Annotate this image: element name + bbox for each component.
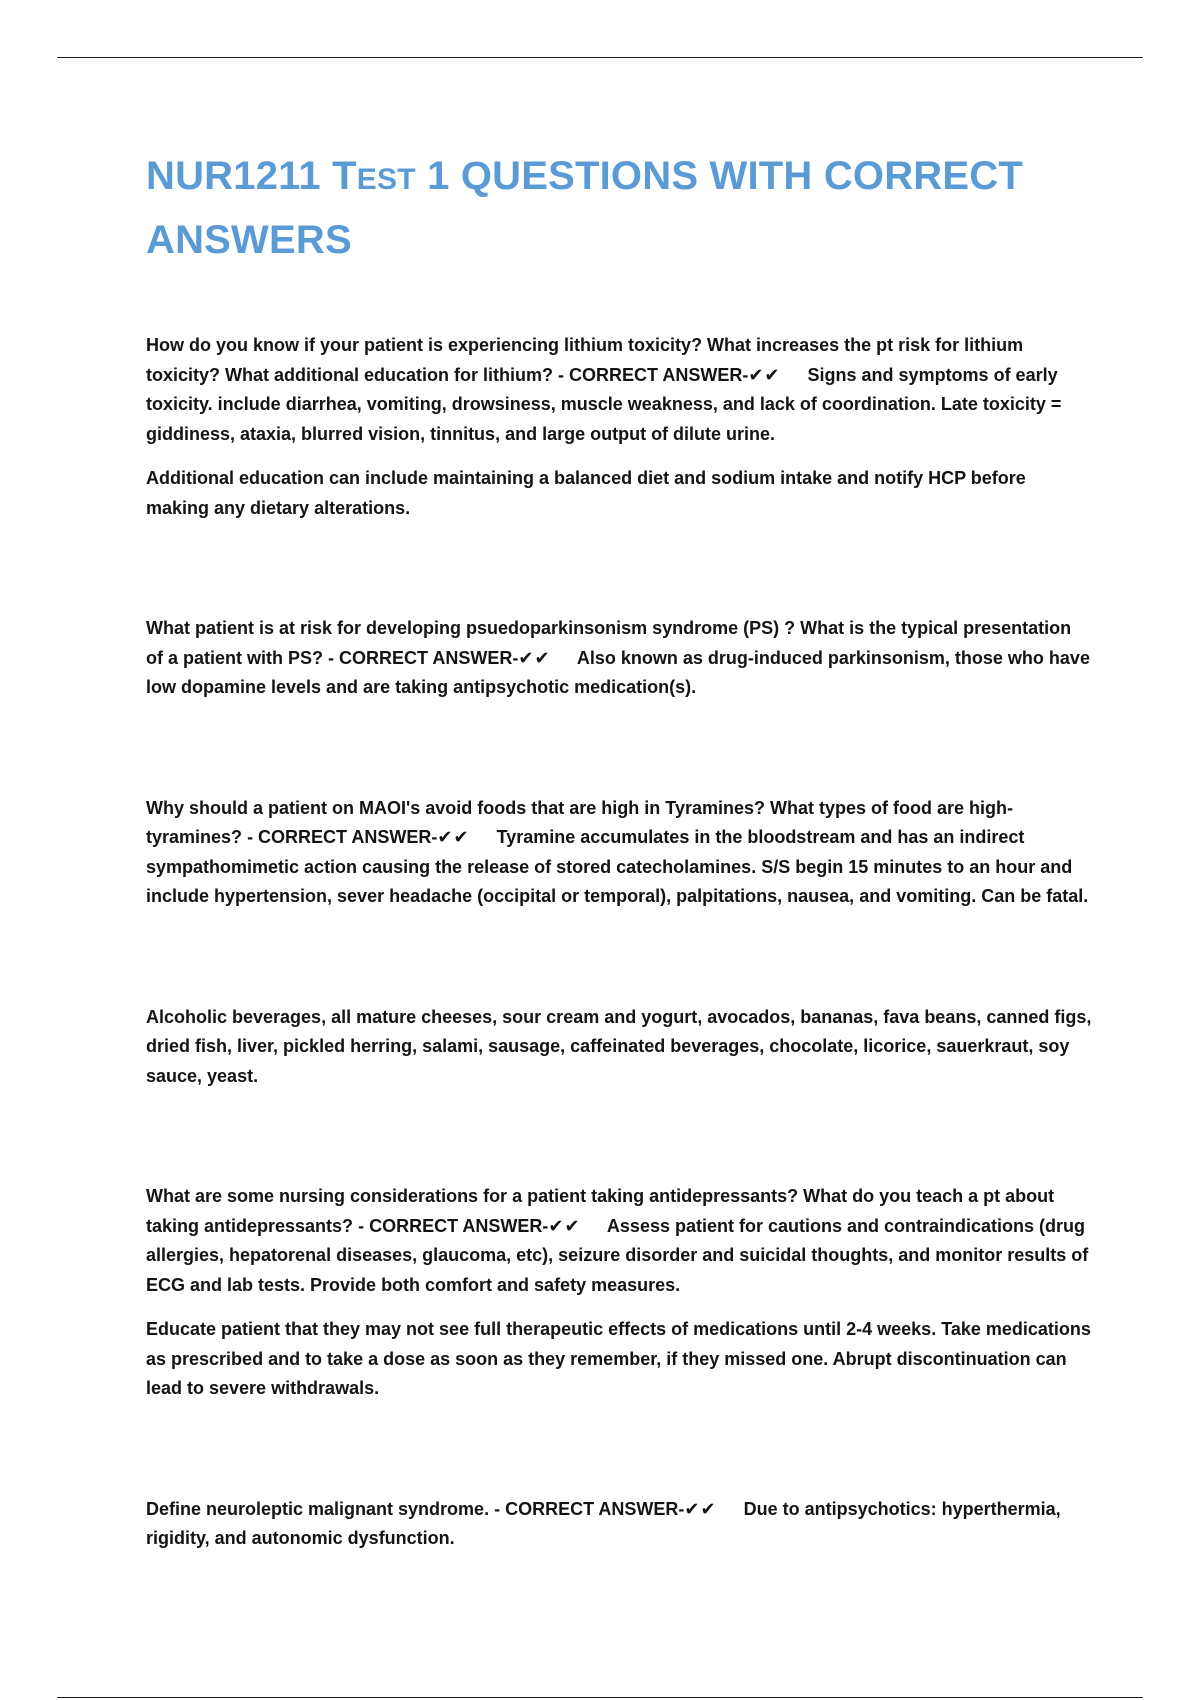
checkmark-icon: ✔✔ <box>437 827 470 847</box>
question-text: Define neuroleptic malignant syndrome. <box>146 1498 490 1519</box>
answer-text: Signs and symptoms of early toxicity. include diarrhea, vomiting, drowsiness, muscle weakness, and lack of coordination. Late toxicity = giddiness, ataxia, blurred vision, tinnitus, and large output of dilute urine. <box>146 364 1062 444</box>
answer-extra: Additional education can include maintaining a balanced diet and sodium intake and notify HCP before making any dietary alterations. <box>146 468 1026 518</box>
question-text: What patient is at risk for developing psuedoparkinsonism syndrome (PS) ? What is the typical presentation of a patient with PS? <box>146 618 1072 668</box>
qa-item <box>146 331 1092 523</box>
title-part-2: 1 QUESTIONS WITH CORRECT ANSWERS <box>146 154 1023 262</box>
question-text: Why should a patient on MAOI's avoid foods that are high in Tyramines? What types of food are high-tyramines? <box>146 797 1013 847</box>
qa-paragraph <box>146 614 1092 703</box>
qa-paragraph <box>146 1182 1092 1300</box>
answer-label: - CORRECT ANSWER- <box>494 1498 685 1519</box>
title-part-1: NUR1211 T <box>146 154 357 198</box>
bottom-rule <box>57 1697 1143 1698</box>
answer-extra: Educate patient that they may not see full therapeutic effects of medications until 2-4 weeks. Take medications as prescribed and to take a dose as soon as they remember, if they missed one. Abrupt discontinuation can lead to severe withdrawals. <box>146 1319 1091 1398</box>
qa-paragraph <box>146 794 1092 912</box>
question-text: What are some nursing considerations for a patient taking antidepressants? What do you teach a pt about taking antidepressants? <box>146 1186 1055 1236</box>
top-rule <box>57 57 1143 58</box>
answer-text: Assess patient for cautions and contraindications (drug allergies, hepatorenal diseases, glaucoma, etc), seizure disorder and suicidal thoughts, and monitor results of ECG and lab tests. Provide both comfort and safety measures. <box>146 1215 1089 1295</box>
qa-item <box>146 1182 1092 1404</box>
answer-label: - CORRECT ANSWER- <box>247 827 438 847</box>
checkmark-icon: ✔✔ <box>548 1215 581 1236</box>
qa-item <box>146 1495 1092 1554</box>
checkmark-icon: ✔✔ <box>748 364 781 385</box>
answer-label: - CORRECT ANSWER- <box>358 1215 549 1236</box>
qa-paragraph <box>146 331 1092 449</box>
qa-item <box>146 1003 1092 1092</box>
question-text: How do you know if your patient is experiencing lithium toxicity? What increases the pt risk for lithium toxicity? What additional education for lithium? <box>146 335 1024 385</box>
answer-text: Due to antipsychotics: hyperthermia, rigidity, and autonomic dysfunction. <box>146 1498 1061 1548</box>
food-list-paragraph: Alcoholic beverages, all mature cheeses, sour cream and yogurt, avocados, bananas, fava beans, canned figs, dried fish, liver, pickled herring, salami, sausage, caffeinated beverages, chocolate, licorice, sauerkraut, soy sauce, yeast. <box>146 1006 1092 1086</box>
checkmark-icon: ✔✔ <box>684 1498 717 1519</box>
answer-label: - CORRECT ANSWER- <box>558 364 749 385</box>
title-small-caps: EST <box>356 163 416 196</box>
answer-text: Tyramine accumulates in the bloodstream and has an indirect sympathomimetic action causing the release of stored catecholamines. S/S begin 15 minutes to an hour and include hypertension, sever headache (occipital or temporal), palpitations, nausea, and vomiting. Can be fatal. <box>146 827 1089 906</box>
qa-item <box>146 614 1092 703</box>
document-title <box>146 146 1092 271</box>
checkmark-icon: ✔✔ <box>518 647 551 668</box>
qa-item <box>146 794 1092 912</box>
answer-label: - CORRECT ANSWER- <box>328 647 519 668</box>
answer-text: Also known as drug-induced parkinsonism, those who have low dopamine levels and are taking antipsychotic medication(s). <box>146 647 1090 697</box>
document-body <box>146 146 1092 1554</box>
qa-paragraph <box>146 1495 1092 1554</box>
